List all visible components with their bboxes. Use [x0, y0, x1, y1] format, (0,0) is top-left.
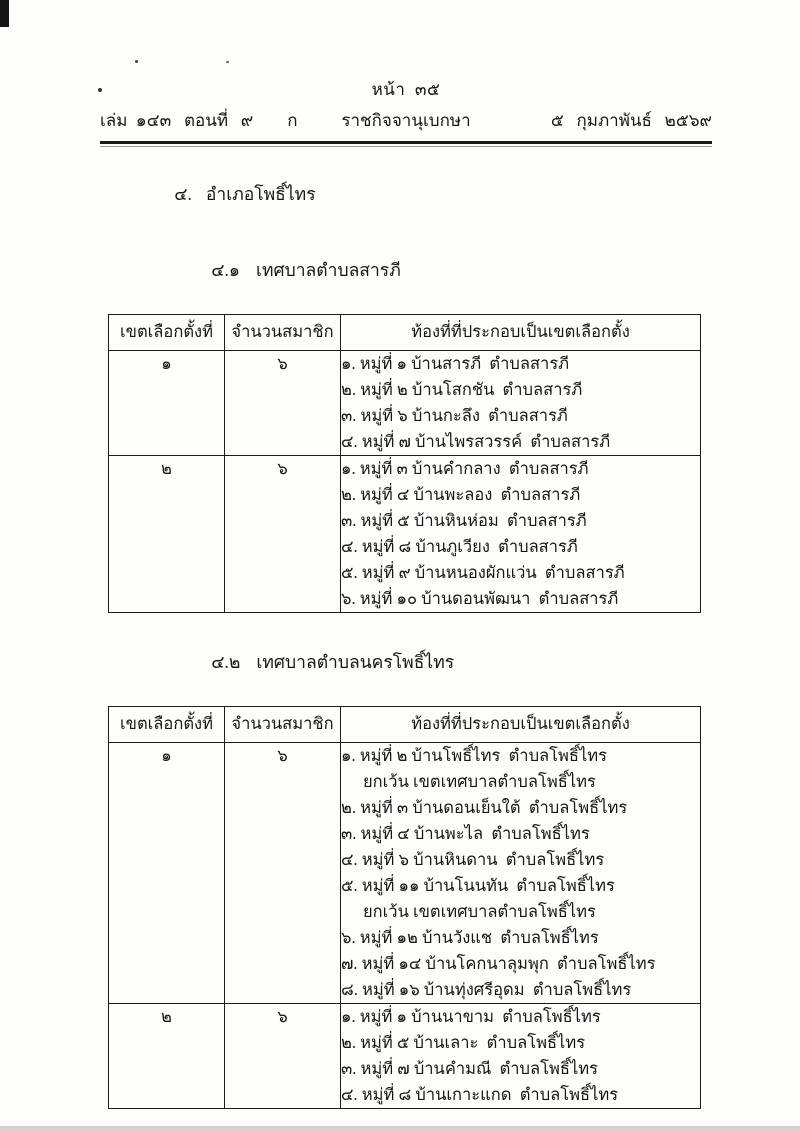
subsection-number: ๔.๒: [211, 652, 241, 672]
area-line: ๗. หมู่ที่ ๑๔ บ้านโคกนาลุมพุก ตำบลโพธิ์ไทร: [341, 954, 656, 973]
member-count-cell: ๖: [225, 1004, 341, 1109]
zone-number-cell: ๑: [109, 351, 225, 456]
area-line: ๒. หมู่ที่ ๒ บ้านโสกชัน ตำบลสารภี: [341, 380, 583, 399]
column-header-members: จำนวนสมาชิก: [225, 707, 341, 743]
subsection-number: ๔.๑: [211, 260, 240, 280]
subsection-heading-2: [185, 627, 712, 697]
electoral-table-saraphi: [108, 314, 701, 613]
area-line: ๕. หมู่ที่ ๙ บ้านหนองผักแว่น ตำบลสารภี: [341, 563, 625, 582]
area-line: ๔. หมู่ที่ ๖ บ้านหินดาน ตำบลโพธิ์ไทร: [341, 850, 605, 869]
area-line: ๑. หมู่ที่ ๒ บ้านโพธิ์ไทร ตำบลโพธิ์ไทร: [341, 746, 608, 765]
area-line: ๑. หมู่ที่ ๑ บ้านสารภี ตำบลสารภี: [341, 354, 570, 373]
area-line: ๑. หมู่ที่ ๑ บ้านนาขาม ตำบลโพธิ์ไทร: [341, 1007, 601, 1026]
gazette-date: ๕ กุมภาพันธ์ ๒๕๖๙: [550, 111, 712, 130]
table-row: [109, 456, 701, 613]
column-header-members: จำนวนสมาชิก: [225, 315, 341, 351]
table-row: [109, 1004, 701, 1109]
area-line: ๔. หมู่ที่ ๘ บ้านเกาะแกด ตำบลโพธิ์ไทร: [341, 1085, 619, 1104]
table-row: [109, 351, 701, 456]
electoral-table-nakhon-pho-sai: [108, 706, 701, 1109]
member-count-cell: ๖: [225, 743, 341, 1004]
table-row: [109, 743, 701, 1004]
column-header-areas: ท้องที่ที่ประกอบเป็นเขตเลือกตั้ง: [341, 315, 701, 351]
gazette-header-row: [100, 107, 712, 134]
volume-issue-label: เล่ม ๑๔๓ ตอนที่ ๙ ก: [100, 111, 298, 130]
scan-speck: [135, 60, 138, 63]
zone-number-cell: ๒: [109, 456, 225, 613]
area-line: ๘. หมู่ที่ ๑๖ บ้านทุ่งศรีอุดม ตำบลโพธิ์ไทร: [341, 980, 632, 999]
member-count-cell: ๖: [225, 456, 341, 613]
gazette-title: ราชกิจจานุเบกษา: [341, 111, 471, 130]
area-line: ๒. หมู่ที่ ๓ บ้านดอนเย็นใต้ ตำบลโพธิ์ไทร: [341, 798, 628, 817]
page-content: [100, 76, 712, 1109]
scan-bottom-edge-artifact: [0, 1126, 800, 1131]
area-line: ๔. หมู่ที่ ๗ บ้านไพรสวรรค์ ตำบลสารภี: [341, 432, 611, 451]
section-name: อำเภอโพธิ์ไทร: [205, 184, 316, 204]
column-header-zone: เขตเลือกตั้งที่: [109, 707, 225, 743]
area-line: ๓. หมู่ที่ ๔ บ้านพะไล ตำบลโพธิ์ไทร: [341, 824, 590, 843]
scan-corner-artifact: [0, 0, 9, 27]
area-list-cell: [341, 743, 701, 1004]
area-line: ๒. หมู่ที่ ๔ บ้านพะลอง ตำบลสารภี: [341, 485, 581, 504]
header-divider-echo: [100, 146, 712, 147]
member-count-cell: ๖: [225, 351, 341, 456]
table-header-row: [109, 707, 701, 743]
subsection-heading-1: [185, 235, 712, 305]
area-list-cell: [341, 351, 701, 456]
area-line: ๖. หมู่ที่ ๑๒ บ้านวังแช ตำบลโพธิ์ไทร: [341, 928, 599, 947]
area-line: ๓. หมู่ที่ ๗ บ้านคำมณี ตำบลโพธิ์ไทร: [341, 1059, 598, 1078]
section-number: ๔.: [174, 184, 192, 204]
area-list-cell: [341, 1004, 701, 1109]
column-header-zone: เขตเลือกตั้งที่: [109, 315, 225, 351]
area-exception-line: ยกเว้น เขตเทศบาลตำบลโพธิ์ไทร: [363, 772, 596, 791]
subsection-name: เทศบาลตำบลนครโพธิ์ไทร: [256, 652, 455, 672]
area-exception-line: ยกเว้น เขตเทศบาลตำบลโพธิ์ไทร: [363, 902, 596, 921]
area-line: ๓. หมู่ที่ ๖ บ้านกะลึง ตำบลสารภี: [341, 406, 568, 425]
scan-speck: [226, 61, 229, 63]
header-divider: [100, 141, 712, 144]
column-header-areas: ท้องที่ที่ประกอบเป็นเขตเลือกตั้ง: [341, 707, 701, 743]
area-line: ๕. หมู่ที่ ๑๑ บ้านโนนทัน ตำบลโพธิ์ไทร: [341, 876, 615, 895]
area-line: ๓. หมู่ที่ ๕ บ้านหินห่อม ตำบลสารภี: [341, 511, 587, 530]
section-heading: [148, 159, 712, 229]
table-header-row: [109, 315, 701, 351]
area-line: ๒. หมู่ที่ ๕ บ้านเลาะ ตำบลโพธิ์ไทร: [341, 1033, 586, 1052]
area-line: ๑. หมู่ที่ ๓ บ้านคำกลาง ตำบลสารภี: [341, 459, 589, 478]
zone-number-cell: ๑: [109, 743, 225, 1004]
area-line: ๔. หมู่ที่ ๘ บ้านภูเวียง ตำบลสารภี: [341, 537, 578, 556]
area-list-cell: [341, 456, 701, 613]
zone-number-cell: ๒: [109, 1004, 225, 1109]
subsection-name: เทศบาลตำบลสารภี: [255, 260, 401, 280]
page-number-label: หน้า ๓๕: [371, 80, 441, 99]
area-line: ๖. หมู่ที่ ๑๐ บ้านดอนพัฒนา ตำบลสารภี: [341, 589, 619, 608]
